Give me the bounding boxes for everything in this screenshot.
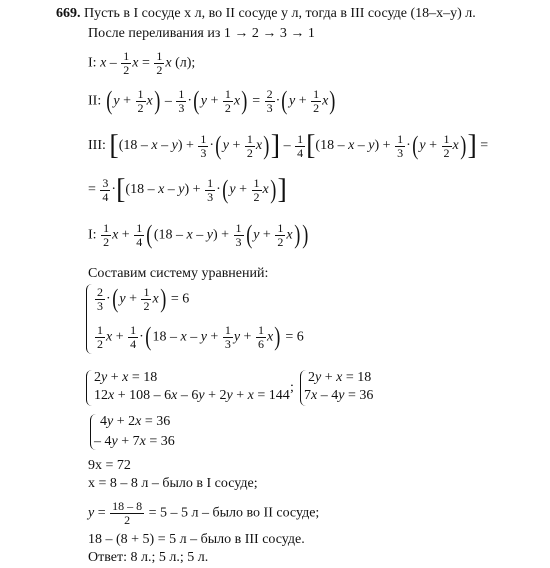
- step-i-final: I: $\frac{1}{2}$ x + $\frac{1}{4}$ ((18 – x – y) + $\frac{1}{3}$ (y + $\frac{1}{2}$ x) ): [88, 220, 309, 250]
- system-eq-1: $\frac{2}{3}$ ·(y + $\frac{1}{2}$ x) = 6: [97, 284, 190, 314]
- system2-eq-2: 12x + 108 – 6x – 6y + 2y + x = 144: [94, 388, 290, 403]
- system-brace: [86, 284, 92, 354]
- fraction: $\frac{1}{2}$: [123, 49, 130, 77]
- separator: ;: [290, 380, 294, 395]
- step-ii: II: (y + $\frac{1}{2}$ x) – $\frac{1}{3}$ ·(y + $\frac{1}{2}$ x) = $\frac{2}{3}$ ·(y + $\frac{1}{2}$ x): [88, 86, 336, 116]
- label-i: I:: [88, 55, 97, 71]
- result-y: y = $\frac{18 - 8}{2}$ = 5 – 5 л – было во II сосуде;: [88, 499, 320, 527]
- system3-eq-1: 2y + x = 18: [308, 370, 372, 385]
- system3-eq-2: 7x – 4y = 36: [304, 388, 374, 403]
- answer: Ответ: 8 л.; 5 л.; 5 л.: [88, 550, 209, 565]
- result-third: 18 – (8 + 5) = 5 л – было в III сосуде.: [88, 532, 305, 547]
- problem-statement: Пусть в I сосуде x л, во II сосуде y л, тогда в III сосуде (18–x–y) л.: [84, 6, 476, 21]
- result-y-text: = 5 – 5 л – было во II сосуде;: [148, 505, 320, 521]
- problem-number: 669.: [56, 6, 81, 21]
- label-i-final: I:: [88, 227, 97, 243]
- pouring-order: После переливания из 1 → 2 → 3 → 1: [88, 26, 315, 41]
- system-heading: Составим систему уравнений:: [88, 266, 269, 281]
- label-iii: III:: [88, 138, 106, 154]
- label-ii: II:: [88, 93, 102, 109]
- step-iii: III: [(18 – x – y) + $\frac{1}{3}$ ·(y + $\frac{1}{2}$ x)] – $\frac{1}{4}$ [(18 – x – y) + $\frac{1}{3}$ ·(y + $\frac{1}{2}$ x)] =: [88, 130, 489, 161]
- system2-eq-1: 2y + x = 18: [94, 370, 158, 385]
- problem-line: [56, 6, 476, 22]
- step-i: I: x – $\frac{1}{2}$ x = $\frac{1}{2}$ x (л);: [88, 49, 196, 77]
- step-iii-cont: = $\frac{3}{4}$ ·[(18 – x – y) + $\frac{1}{3}$ ·(y + $\frac{1}{2}$ x)]: [88, 174, 287, 205]
- system-eq-2: $\frac{1}{2}$ x + $\frac{1}{4}$ ·(18 – x – y + $\frac{1}{3}$ y + $\frac{1}{6}$ x) = 6: [97, 322, 304, 352]
- system-brace: [86, 370, 92, 406]
- system4-eq-2: – 4y + 7x = 36: [94, 434, 175, 449]
- result-9x: 9x = 72: [88, 458, 131, 473]
- unit-litres: (л);: [175, 55, 196, 71]
- result-x: x = 8 – 8 л – было в I сосуде;: [88, 476, 258, 491]
- fraction: $\frac{1}{2}$: [156, 49, 163, 77]
- system4-eq-1: 4y + 2x = 36: [100, 414, 171, 429]
